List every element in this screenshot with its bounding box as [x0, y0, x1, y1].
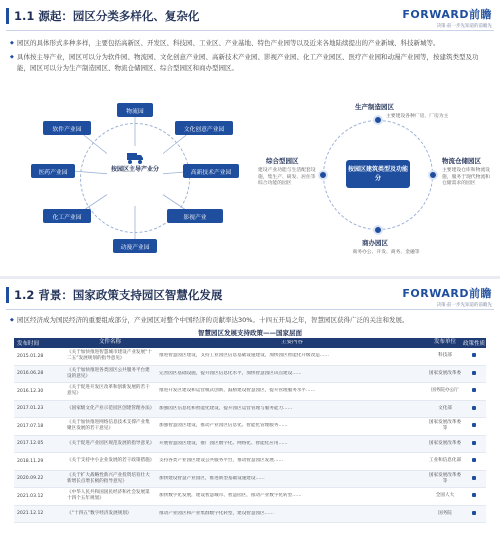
- logo-text: FORWARD前瞻: [402, 8, 492, 21]
- node-office-title: 商办园区: [362, 239, 388, 247]
- type-marker-icon: [472, 458, 476, 462]
- col-type-header: 政策性质: [462, 341, 485, 347]
- table-row: [14, 348, 486, 366]
- slide2-title: 1.2 背景：国家政策支持园区智慧化发展: [14, 288, 223, 302]
- pill-pharma-park: 医药产业园: [31, 164, 75, 178]
- diagram-center: 按园区建筑类型及功能分: [346, 160, 410, 188]
- node-dot: [373, 115, 383, 125]
- type-marker-icon: [472, 493, 476, 497]
- cell-date: 2017.01.23: [17, 406, 44, 412]
- logo-text: FORWARD前瞻: [402, 287, 492, 300]
- cell-date: 2017.07.18: [17, 423, 44, 429]
- truck-icon: [126, 150, 144, 164]
- col-content-header: 主要内容: [280, 340, 303, 346]
- pill-software-park: 软件产业园: [43, 121, 91, 135]
- cell-name: 《关于加快推进智慧城市建设产业发展“十二五”发展规划的指导意见》: [67, 350, 153, 362]
- cell-name: 《关于支持中小企业发展的若干政策措施》: [67, 458, 155, 464]
- node-dot: [318, 170, 328, 180]
- cell-type: [462, 353, 486, 359]
- slide1-header: [6, 6, 199, 26]
- cell-unit: 国务院办公厅: [431, 388, 459, 394]
- node-manufacturing-title: 生产制造园区: [355, 103, 394, 111]
- bullet-list: [10, 38, 490, 77]
- type-marker-icon: [472, 353, 476, 357]
- pill-chemical-park: 化工产业园: [43, 209, 91, 223]
- cell-date: 2016.12.30: [17, 388, 44, 394]
- cell-name: 《关于加快推进网络信息技术支撑产业集聚区发展的若干意见》: [67, 420, 150, 432]
- type-marker-icon: [472, 423, 476, 427]
- building-type-diagram: [258, 98, 490, 273]
- bullet-item: ◆ 园区的具体形式多种多样，主要包括高新区、开发区、科技园、工业区、产业基地、特色产业园等以及近来各地陆续提出的产业新城、科技新城等。: [10, 38, 490, 49]
- cell-unit: 全国人大: [435, 493, 455, 499]
- node-logistics-title: 物流仓储园区: [442, 157, 481, 165]
- logo-tagline: 决策·前一步先知道的前瞻先: [436, 24, 492, 29]
- table-row: [14, 471, 486, 489]
- cell-content: 完善园区基础设施，提升园区信息化水平，加快智慧园区试点建设……: [159, 370, 302, 376]
- table-row: [14, 436, 486, 454]
- pill-animation-park: 动漫产业园: [113, 239, 157, 253]
- table-row: [14, 418, 486, 436]
- node-dot: [373, 225, 383, 235]
- cell-content: 加快数字化发展，建设智慧城市、智慧园区，推动产业数字化转型……: [159, 493, 302, 499]
- pill-logistics-park: 物流园: [117, 103, 153, 117]
- type-marker-icon: [472, 441, 476, 445]
- cell-type: [462, 476, 486, 482]
- cell-type: [462, 388, 486, 394]
- cell-date: 2018.11.29: [17, 458, 44, 464]
- industry-wheel-diagram: [35, 98, 235, 273]
- col-date-header: 发布时间: [17, 341, 40, 347]
- header-accent-bar: [6, 287, 9, 303]
- wheel-center: [107, 146, 163, 206]
- table-row: [14, 401, 486, 419]
- node-logistics-desc: 主要建设仓库和物流设施，服务于现代物流和仓储需求的园区: [442, 168, 490, 186]
- cell-name: 《关于加快推进各类园区公共服务平台建设的意见》: [67, 367, 150, 379]
- cell-name: 《国家级文化产业示范园区创建管理办法》: [67, 405, 155, 411]
- pill-film-park: 影视产业: [167, 209, 223, 223]
- cell-date: 2020.09.22: [17, 476, 44, 482]
- table-row: [14, 488, 486, 506]
- cell-date: 2015.01.28: [17, 353, 44, 359]
- cell-type: [462, 423, 486, 429]
- cell-unit: 科技部: [438, 353, 452, 359]
- node-office-desc: 商务办公、开发、商务、金融等: [352, 250, 420, 255]
- bullet-item: ◆ 具体按主导产业，园区可以分为软件园、物流园、文化创意产业园、高新技术产业园、影视产业园、化工产业园区、医疗产业园和动漫产业园等，按建筑类型及功能，园区可以分为生产制造园区、物流仓储园区、综合型园区和商办型园区。: [10, 52, 490, 74]
- cell-unit: 工业和信息化部: [428, 458, 462, 464]
- cell-unit: 国家发展改革委: [428, 440, 462, 446]
- cell-content: 支持各类产业园区建设公共服务平台，推动智慧园区发展……: [159, 458, 284, 464]
- logo-tagline: 决策·前一步先知道的前瞻先: [436, 303, 492, 308]
- cell-content: 加快建设智慧产业园区，推进新型基础设施建设……: [159, 475, 265, 481]
- node-mixed-desc: 建设产业功能与生活配套设施，集生产、研发、居住等综合功能的园区: [258, 168, 316, 186]
- forward-logo: [402, 6, 492, 29]
- type-marker-icon: [472, 388, 476, 392]
- cell-name: 《中华人民共和国国民经济和社会发展第十四个五年规划》: [67, 490, 150, 502]
- cell-unit: 国家发展改革委等: [428, 472, 462, 484]
- table-row: [14, 506, 486, 524]
- cell-unit: 国家发展改革委等: [428, 420, 462, 432]
- slide1-title: 1.1 源起：园区分类多样化、复杂化: [14, 9, 200, 23]
- type-marker-icon: [472, 406, 476, 410]
- wheel-center-label: 按园区主导产业分: [110, 166, 159, 173]
- cell-content: 加强智慧园区建设，推动产业园区信息化、智能化管理服务……: [159, 423, 288, 429]
- header-divider: [6, 30, 494, 31]
- table-body: [14, 348, 486, 523]
- slide-origin: [0, 0, 500, 276]
- pill-hitech-park: 高新技术产业园: [183, 164, 239, 178]
- cell-unit: 国务院: [438, 510, 452, 516]
- cell-content: 推进智慧园区建设，支持工业园区信息基础设施建设，加快园区智能化升级改造……: [159, 353, 329, 359]
- table-row: [14, 366, 486, 384]
- cell-date: 2021.03.12: [17, 493, 44, 499]
- type-marker-icon: [472, 511, 476, 515]
- intro-text: ◆ 园区经济成为国民经济的重要组成部分，产业园区对整个中国经济的贡献率达30%。十四五开局之年，智慧园区获得广泛的关注和发展。: [10, 315, 490, 325]
- table-row: [14, 383, 486, 401]
- cell-type: [462, 511, 486, 517]
- cell-type: [462, 493, 486, 499]
- cell-type: [462, 458, 486, 464]
- forward-logo: [402, 285, 492, 308]
- table-row: [14, 453, 486, 471]
- cell-name: 《关于促进开发区改革和创新发展的若干意见》: [67, 385, 150, 397]
- cell-type: [462, 406, 486, 412]
- node-mixed-title: 综合型园区: [266, 157, 299, 165]
- cell-name: 《“十四五”数字经济发展规划》: [67, 510, 132, 516]
- cell-content: 开展智慧园区建设，推广园区数字化、网络化、智能化应用……: [159, 440, 288, 446]
- table-header: [14, 338, 486, 348]
- cell-unit: 国家发展改革委: [428, 370, 462, 376]
- cell-name: 《关于促进产业园区规范发展的指导意见》: [67, 440, 155, 446]
- slide-background: [0, 279, 500, 556]
- cell-date: 2016.06.28: [17, 371, 44, 377]
- pill-culture-park: 文化创意产业园: [175, 121, 233, 135]
- node-manufacturing-desc: 主要建设各种厂房、厂房为主: [386, 114, 449, 119]
- cell-unit: 文化部: [438, 405, 452, 411]
- cell-content: 推进开发区建设和运营模式创新，鼓励建设智慧园区，提升管理服务水平……: [159, 388, 316, 394]
- cell-content: 加强园区信息化和智能化建设，提升园区运营管理与服务能力……: [159, 405, 293, 411]
- cell-date: 2017.12.05: [17, 441, 44, 447]
- node-dot: [428, 170, 438, 180]
- type-marker-icon: [472, 371, 476, 375]
- cell-type: [462, 441, 486, 447]
- col-unit-header: 发布单位: [433, 339, 456, 346]
- cell-name: 《关于扩大战略性新兴产业投资培育壮大新增长点增长极的指导意见》: [67, 472, 150, 484]
- table-title: 智慧园区发展支持政策——国家层面: [198, 329, 302, 337]
- policy-table: [14, 338, 486, 523]
- cell-type: [462, 371, 486, 377]
- header-accent-bar: [6, 8, 9, 24]
- header-divider: [6, 309, 494, 310]
- cell-date: 2021.12.12: [17, 511, 44, 517]
- col-name-header: 文件名称: [98, 339, 121, 346]
- type-marker-icon: [472, 476, 476, 480]
- cell-content: 推动产业园区和产业集群数字化转型，建设智慧园区……: [159, 510, 274, 516]
- slide2-header: [6, 285, 222, 305]
